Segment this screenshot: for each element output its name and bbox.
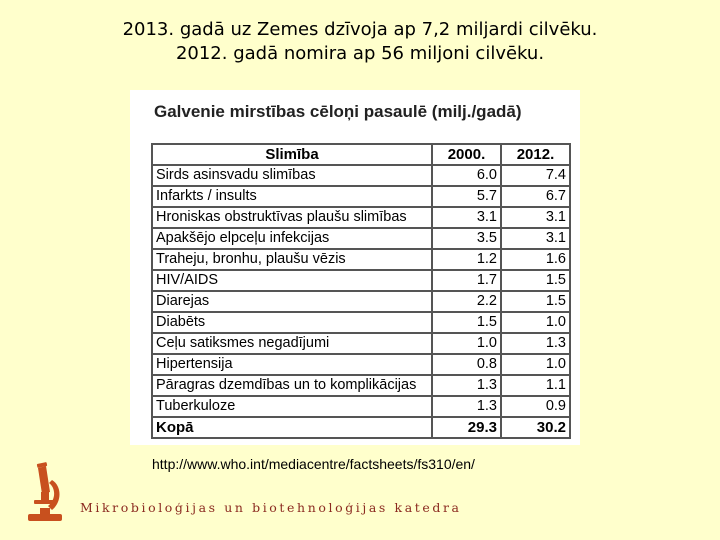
value-2012-cell: 3.1 [501,207,570,228]
table-row [152,312,570,333]
disease-cell: Diabēts [152,312,432,333]
disease-cell: Hroniskas obstruktīvas plaušu slimības [152,207,432,228]
total-label-cell: Kopā [152,417,432,438]
disease-cell: Tuberkuloze [152,396,432,417]
total-2000-cell: 29.3 [432,417,501,438]
table-row [152,375,570,396]
value-2012-cell: 7.4 [501,165,570,186]
mortality-figure [130,90,580,472]
value-2000-cell: 1.3 [432,375,501,396]
value-2000-cell: 6.0 [432,165,501,186]
table-row [152,207,570,228]
table-row [152,396,570,417]
value-2012-cell: 0.9 [501,396,570,417]
table-header-row [152,144,570,165]
value-2012-cell: 1.3 [501,333,570,354]
microscope-icon [26,462,66,522]
table-body [152,165,570,438]
value-2012-cell: 1.0 [501,312,570,333]
value-2000-cell: 5.7 [432,186,501,207]
value-2000-cell: 3.5 [432,228,501,249]
disease-cell: Diarejas [152,291,432,312]
value-2000-cell: 1.0 [432,333,501,354]
disease-cell: Hipertensija [152,354,432,375]
value-2012-cell: 1.0 [501,354,570,375]
department-footer: Mikrobioloģijas un biotehnoloģijas katedra [80,500,462,515]
value-2012-cell: 1.1 [501,375,570,396]
value-2000-cell: 2.2 [432,291,501,312]
table-heading: Galvenie mirstības cēloņi pasaulē (milj./gadā) [154,102,522,121]
value-2000-cell: 1.3 [432,396,501,417]
table-row [152,165,570,186]
table-row [152,249,570,270]
disease-cell: Ceļu satiksmes negadījumi [152,333,432,354]
table-row [152,186,570,207]
value-2000-cell: 0.8 [432,354,501,375]
table-row [152,333,570,354]
disease-cell: Traheju, bronhu, plaušu vēzis [152,249,432,270]
table-row [152,270,570,291]
disease-cell: Pāragras dzemdības un to komplikācijas [152,375,432,396]
value-2012-cell: 6.7 [501,186,570,207]
value-2000-cell: 1.7 [432,270,501,291]
disease-cell: Apakšējo elpceļu infekcijas [152,228,432,249]
title-line-2: 2012. gadā nomira ap 56 miljoni cilvēku. [175,43,545,64]
total-row [152,417,570,438]
source-url: http://www.who.int/mediacentre/factsheets/fs310/en/ [152,456,475,472]
value-2012-cell: 1.5 [501,291,570,312]
value-2000-cell: 1.2 [432,249,501,270]
table-row [152,228,570,249]
value-2012-cell: 1.5 [501,270,570,291]
slide-title [0,18,720,66]
column-header-2000: 2000. [432,144,501,165]
value-2012-cell: 3.1 [501,228,570,249]
total-2012-cell: 30.2 [501,417,570,438]
value-2000-cell: 3.1 [432,207,501,228]
column-header-2012: 2012. [501,144,570,165]
value-2012-cell: 1.6 [501,249,570,270]
disease-cell: Sirds asinsvadu slimības [152,165,432,186]
table-row [152,354,570,375]
value-2000-cell: 1.5 [432,312,501,333]
disease-cell: HIV/AIDS [152,270,432,291]
table-row [152,291,570,312]
disease-cell: Infarkts / insults [152,186,432,207]
title-line-1: 2013. gadā uz Zemes dzīvoja ap 7,2 miljardi cilvēku. [122,19,598,40]
column-header-disease: Slimība [152,144,432,165]
mortality-table [151,143,571,439]
